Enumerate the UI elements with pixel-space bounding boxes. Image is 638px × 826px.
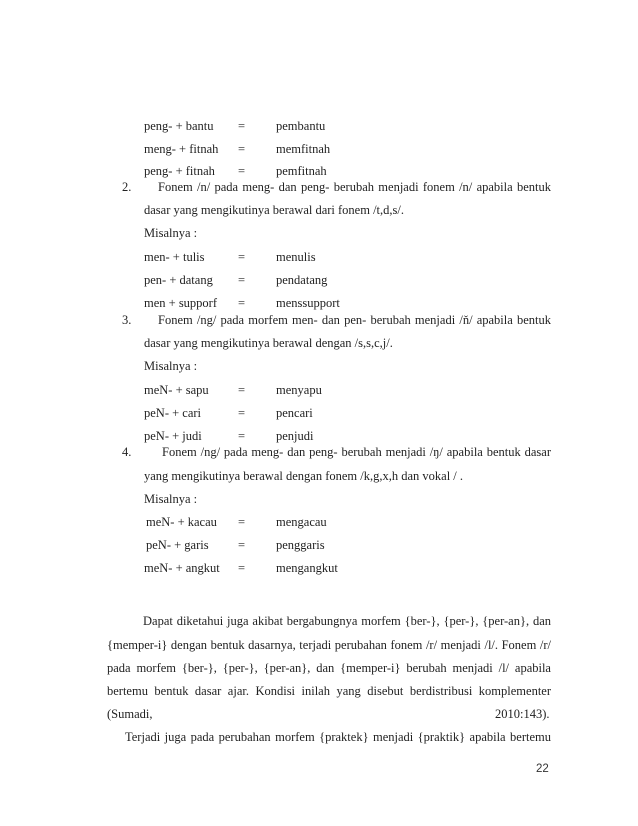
paragraph-line: Dapat diketahui juga akibat bergabungnya morfem {ber-}, {per-}, {per-an}, dan — [143, 614, 551, 628]
example-result: mengangkut — [276, 561, 338, 575]
item-text-line: dasar yang mengikutinya berawal dengan /s,s,c,j/. — [144, 336, 393, 350]
example-result: memfitnah — [276, 142, 331, 156]
example-morph: peN- + cari — [144, 406, 202, 420]
example-result: pembantu — [276, 119, 326, 133]
example-morph: peN- + judi — [144, 429, 202, 443]
example-equals: = — [238, 119, 246, 133]
example-equals: = — [238, 296, 246, 310]
example-morph: peng- + bantu — [144, 119, 214, 133]
example-morph: meN- + sapu — [144, 383, 209, 397]
paragraph-line: pada morfem {ber-}, {per-}, {per-an}, dan {memper-i} berubah menjadi /l/ apabila — [107, 661, 551, 675]
citation-author: (Sumadi, — [107, 707, 153, 721]
item-text-line: dasar yang mengikutinya berawal dari fonem /t,d,s/. — [144, 203, 404, 217]
list-number: 4. — [122, 445, 132, 459]
example-result: menulis — [276, 250, 316, 264]
example-equals: = — [238, 250, 246, 264]
example-equals: = — [238, 538, 246, 552]
example-result: menssupport — [276, 296, 340, 310]
example-equals: = — [238, 561, 246, 575]
example-morph: meN- + kacau — [146, 515, 217, 529]
list-number: 3. — [122, 313, 132, 327]
example-equals: = — [238, 164, 246, 178]
page-number: 22 — [536, 763, 549, 775]
example-morph: men + supporf — [144, 296, 218, 310]
example-equals: = — [238, 142, 246, 156]
example-morph: meN- + angkut — [144, 561, 220, 575]
example-result: pendatang — [276, 273, 328, 287]
example-equals: = — [238, 429, 246, 443]
example-morph: peng- + fitnah — [144, 164, 215, 178]
paragraph-line: Terjadi juga pada perubahan morfem {praktek} menjadi {praktik} apabila bertemu — [125, 730, 551, 744]
example-equals: = — [238, 515, 246, 529]
list-number: 2. — [122, 180, 132, 194]
example-result: menyapu — [276, 383, 322, 397]
example-result: mengacau — [276, 515, 327, 529]
item-text-line: Fonem /ng/ pada meng- dan peng- berubah menjadi /ŋ/ apabila bentuk dasar — [162, 445, 551, 459]
item-text-line: Fonem /n/ pada meng- dan peng- berubah menjadi fonem /n/ apabila bentuk — [158, 180, 551, 194]
misalnya-label: Misalnya : — [144, 226, 198, 240]
example-equals: = — [238, 406, 246, 420]
example-result: pemfitnah — [276, 164, 327, 178]
paragraph-line: {memper-i} dengan bentuk dasarnya, terjadi perubahan fonem /r/ menjadi /l/. Fonem /r/ — [107, 638, 551, 652]
example-equals: = — [238, 273, 246, 287]
misalnya-label: Misalnya : — [144, 492, 198, 506]
example-morph: pen- + datang — [144, 273, 213, 287]
example-morph: peN- + garis — [146, 538, 209, 552]
example-result: pencari — [276, 406, 313, 420]
example-result: penggaris — [276, 538, 325, 552]
item-text-line: Fonem /ng/ pada morfem men- dan pen- berubah menjadi /ň/ apabila bentuk — [158, 313, 551, 327]
citation-year: 2010:143). — [495, 707, 550, 721]
example-morph: men- + tulis — [144, 250, 205, 264]
example-equals: = — [238, 383, 246, 397]
item-text-line: yang mengikutinya berawal dengan fonem /k,g,x,h dan vokal / . — [144, 469, 464, 483]
misalnya-label: Misalnya : — [144, 359, 198, 373]
paragraph-line: bertemu bentuk dasar ajar. Kondisi inilah yang disebut berdistribusi komplementer — [107, 684, 551, 698]
example-morph: meng- + fitnah — [144, 142, 219, 156]
example-result: penjudi — [276, 429, 314, 443]
